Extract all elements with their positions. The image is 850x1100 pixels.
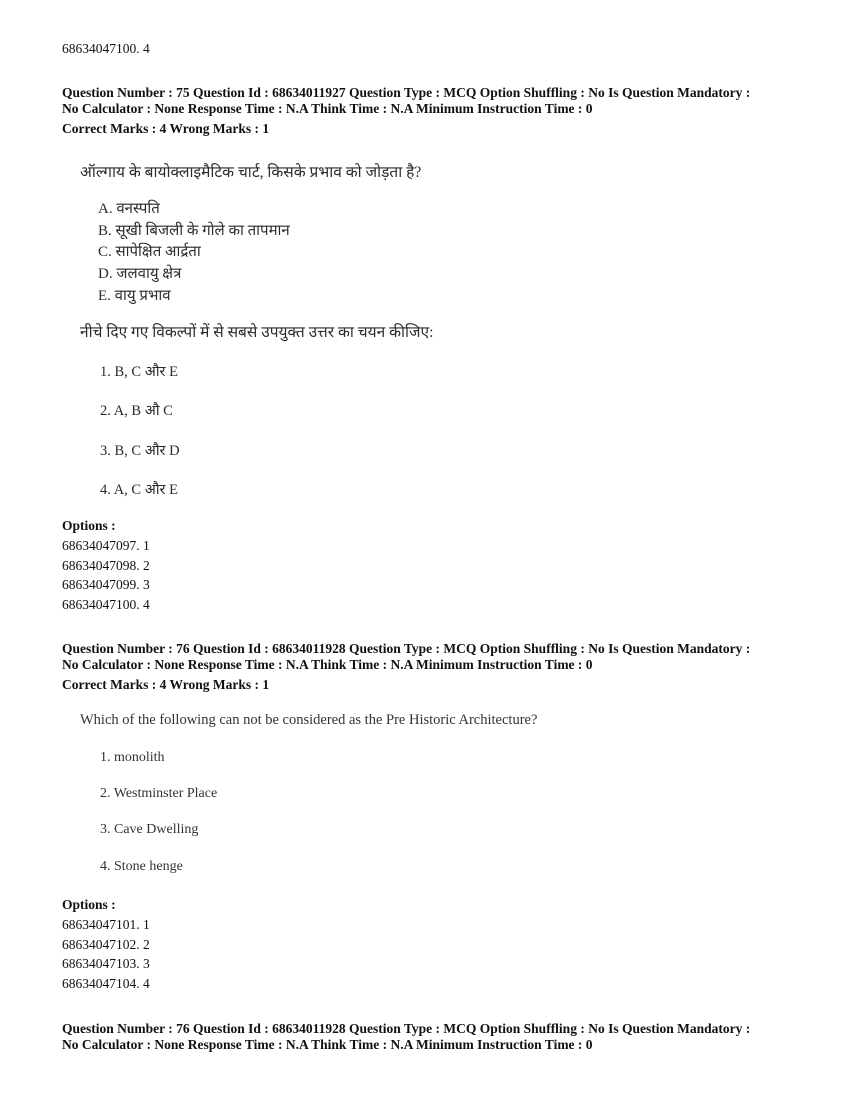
q75-question: ऑल्गाय के बायोक्लाइमैटिक चार्ट, किसके प्रभाव को जोड़ता है? <box>80 164 422 181</box>
q75-option-2: 68634047098. 2 <box>62 558 150 573</box>
carryover-option: 68634047100. 4 <box>62 41 150 56</box>
q76-option-1: 68634047101. 1 <box>62 917 150 932</box>
q76-options-label: Options : <box>62 897 116 912</box>
q75-instruction: नीचे दिए गए विकल्पों में से सबसे उपयुक्त उत्तर का चयन कीजिए: <box>80 324 434 341</box>
q76-meta-line2: No Calculator : None Response Time : N.A Think Time : N.A Minimum Instruction Time : 0 <box>62 657 593 672</box>
q75-statement-a: A. वनस्पति <box>98 201 160 217</box>
q76-meta-line1: Question Number : 76 Question Id : 68634011928 Question Type : MCQ Option Shuffling : No Is Question Mandatory : <box>62 641 751 656</box>
q76-repeat-meta-line1: Question Number : 76 Question Id : 68634011928 Question Type : MCQ Option Shuffling : No Is Question Mandatory : <box>62 1021 751 1036</box>
q75-choice-3: 3. B, C और D <box>100 443 180 459</box>
q75-marks: Correct Marks : 4 Wrong Marks : 1 <box>62 121 270 136</box>
q76-choice-2: 2. Westminster Place <box>100 786 218 801</box>
q75-option-3: 68634047099. 3 <box>62 577 150 592</box>
q76-question: Which of the following can not be considered as the Pre Historic Architecture? <box>80 712 538 728</box>
q75-statement-e: E. वायु प्रभाव <box>98 288 171 304</box>
q76-option-2: 68634047102. 2 <box>62 937 150 952</box>
q75-meta-line1: Question Number : 75 Question Id : 68634011927 Question Type : MCQ Option Shuffling : No Is Question Mandatory : <box>62 85 751 100</box>
q76-choice-4: 4. Stone henge <box>100 859 183 874</box>
q75-meta-line2: No Calculator : None Response Time : N.A Think Time : N.A Minimum Instruction Time : 0 <box>62 101 593 116</box>
q75-option-4: 68634047100. 4 <box>62 597 150 612</box>
q75-option-1: 68634047097. 1 <box>62 538 150 553</box>
q75-statement-c: C. सापेक्षित आर्द्रता <box>98 244 201 260</box>
q76-option-4: 68634047104. 4 <box>62 976 150 991</box>
q76-marks: Correct Marks : 4 Wrong Marks : 1 <box>62 677 270 692</box>
q75-statement-b: B. सूखी बिजली के गोले का तापमान <box>98 223 290 239</box>
q76-repeat-meta-line2: No Calculator : None Response Time : N.A Think Time : N.A Minimum Instruction Time : 0 <box>62 1037 593 1052</box>
q75-choice-2: 2. A, B औ C <box>100 403 173 419</box>
q75-choice-4: 4. A, C और E <box>100 482 178 498</box>
q75-statement-d: D. जलवायु क्षेत्र <box>98 266 182 282</box>
q76-option-3: 68634047103. 3 <box>62 956 150 971</box>
q75-options-label: Options : <box>62 518 116 533</box>
q75-choice-1: 1. B, C और E <box>100 364 178 380</box>
q76-choice-3: 3. Cave Dwelling <box>100 822 199 837</box>
q76-choice-1: 1. monolith <box>100 750 165 765</box>
